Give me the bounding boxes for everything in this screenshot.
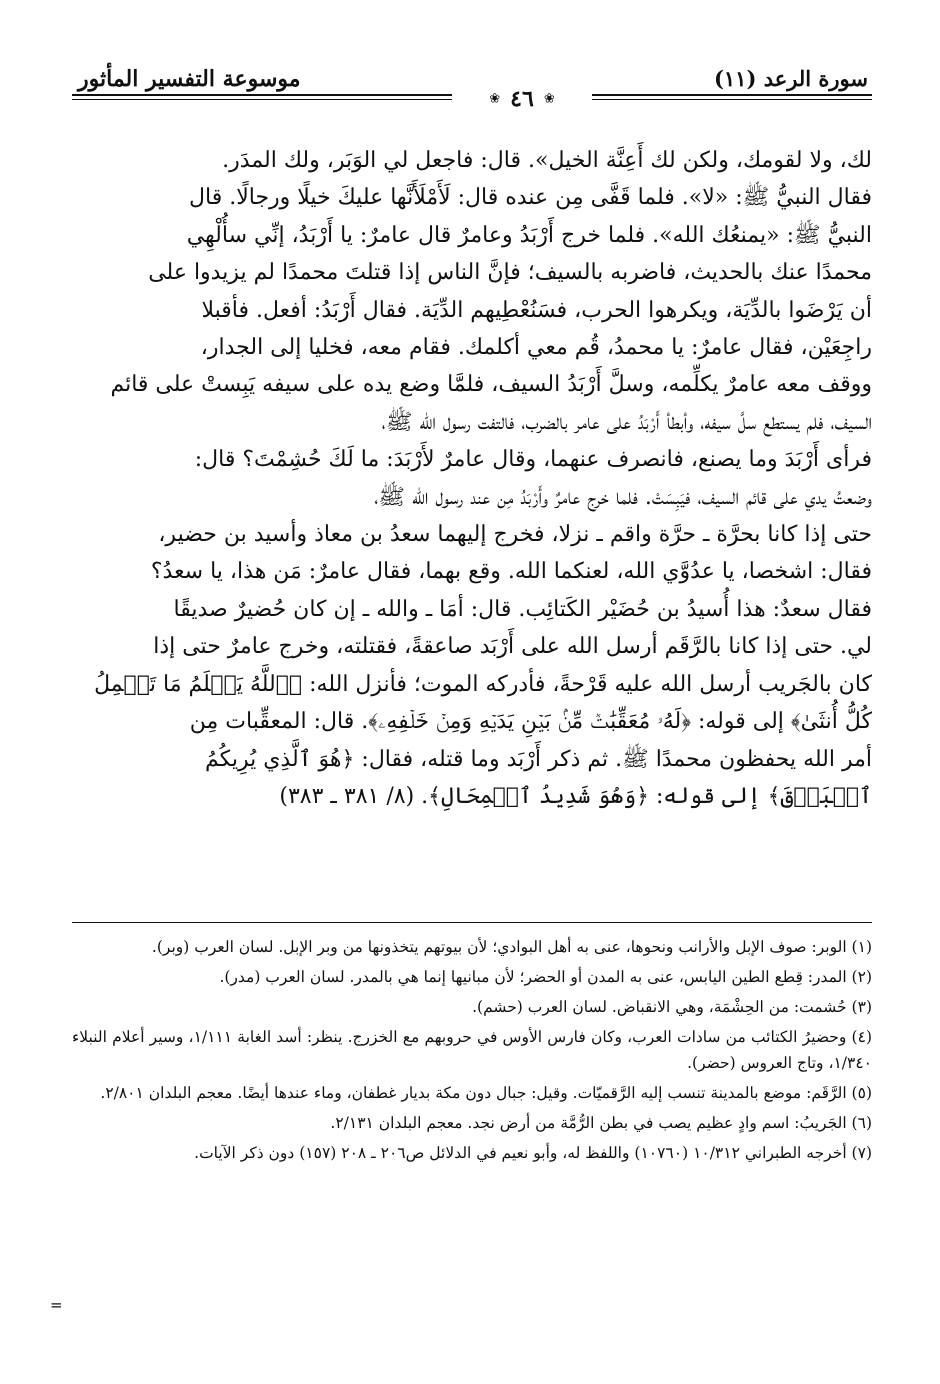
text-line: فقال: اشخصا، يا عدُوَّي الله، لعنكما الله. وقع بهما، فقال عامرٌ: مَن هذا، يا سعدُ؟ [150,559,872,585]
text-line: محمدًا عنك بالحديث، فاضربه بالسيف؛ فإنَّ الناس إذا قتلتَ محمدًا لم يزيدوا على [148,260,872,286]
text-line: راجِعَيْن، فقال عامرٌ: يا محمدُ، قُم معي أكلمك. فقام معه، فخليا إلى الجدار، [200,335,872,361]
footnote-2: (٢) المدر: قِطع الطين اليابس، عنى به المدن أو الحضر؛ لأن مبانيها إنما هي بالمدر. لسان العرب (مدر). [219,968,872,986]
book-title: موسوعة التفسير المأثور [78,66,301,92]
surah-title: سورة الرعد (١١) [713,66,868,91]
text-line: لي. حتى إذا كانا بالرَّقَم أرسل الله على أَرْبَد صاعقةً، فقتلته، وخرج عامرٌ حتى إذا [153,634,872,660]
continuation-mark: = [50,1296,63,1314]
text-line: السيف، فلم يستطع سلَّ سيفه، وأبطأ أَرْبَدُ على عامر بالضرب، فالتفت رسول الله ﷺ، [381,409,872,435]
text-line: أن يَرْضَوا بالدِّيَة، ويكرهوا الحرب، فسَنُعْطِيهم الدِّيَة. فقال أَرْبَدُ: أفعل. فأقبلا [201,297,872,323]
text-line: فرأى أَرْبَدَ وما يصنع، فانصرف عنهما، وقال عامرٌ لأَرْبَدَ: ما لَكَ حُشِمْتَ؟ قال: [194,447,872,473]
footnote-6: (٦) الجَريبُ: اسم وادٍ عظيم يصب في بطن الرُّمَّة من أرض نجد. معجم البلدان ٢/١٣١. [330,1114,872,1132]
text-line: النبيُّ ﷺ: «يمنعُك الله». فلما خرج أَرْبَدُ وعامرٌ قال عامرٌ: يا أَرْبَدُ، إنِّي سأُلْهِي [186,222,872,248]
text-line: ٱلۡبَرۡقَ﴾ إلى قوله: ﴿وَهُوَ شَدِيدُ ٱلۡمِحَالِ﴾. (٨/ ٣٨١ ـ ٣٨٣) [279,783,872,809]
footnote-3: (٣) حُشمت: من الحِشْمَة، وهي الانقباض. لسان العرب (حشم). [472,998,872,1016]
footnote-4: (٤) وحضيرُ الكتائب من سادات العرب، وكان فارس الأوس في حروبهم مع الخزرج. ينظر: أسد الغابة ١/١١١، وسير أعلام النبلاء ١/٣٤٠، وتاج العروس (حضر). [72,1028,872,1072]
page-number-box [452,86,592,114]
text-line: فقال سعدٌ: هذا أُسيدُ بن حُضَيْر الكَتائِب. قال: أمَا ـ والله ـ إن كان حُضيرٌ صديقًا [173,596,872,622]
text-line: فقال النبيُّ ﷺ: «لا». فلما قَفَّى مِن عنده قال: لَأَمْلَأَنَّها عليكَ خيلًا ورجالًا. قال [189,185,872,211]
text-line: أمر الله يحفظون محمدًا ﷺ. ثم ذكر أَرْبَد وما قتله، فقال: ﴿هُوَ ٱلَّذِي يُرِيكُمُ [205,746,872,772]
text-line: ووقف معه عامرٌ يكلِّمه، وسلَّ أَرْبَدُ السيف، فلمَّا وضع يده على سيفه يَبِستْ على قائم [110,372,872,398]
footnote-1: (١) الوبر: صوف الإبل والأرانب ونحوها، عنى به أهل البوادي؛ لأن بيوتهم يتخذونها من وبر الإبل. لسان العرب (وبر). [151,938,872,956]
footnote-7: (٧) أخرجه الطبراني ١٠/٣١٢ (١٠٧٦٠) واللفظ له، وأبو نعيم في الدلائل ص٢٠٦ ـ ٢٠٨ (١٥٧) دون ذكر الآيات. [194,1144,872,1162]
text-line: كان بالجَريب أرسل الله عليه قَرْحةً، فأدركه الموت؛ فأنزل الله: ﴿ٱللَّهُ يَعۡلَمُ مَا تَحۡمِلُ [94,671,872,697]
text-line: وضعتُ يدي على قائم السيف، فيَبِسَتْ. فلما خرج عامرٌ وأَرْبَدُ مِن عند رسول الله ﷺ، [374,484,872,510]
main-text [72,142,872,902]
text-line: حتى إذا كانا بحرَّة ـ حرَّة واقم ـ نزلا، فخرج إليهما سعدُ بن معاذ وأسيد بن حضير، [158,522,872,548]
page-header [72,62,872,110]
ornament-icon: ❀ [543,91,555,107]
text-line: كُلُّ أُنثَىٰ﴾ إلى قوله: ﴿لَهُۥ مُعَقِّبَٰتٞ مِّنۢ بَيۡنِ يَدَيۡهِ وَمِنۡ خَلۡفِهِۦ﴾. قال: المعقِّبات مِن [189,709,872,735]
footnote-separator [72,922,872,923]
footnote-5: (٥) الرَّقَم: موضع بالمدينة تنسب إليه الرَّقميّات. وقيل: جبال دون مكة بديار غطفان، وماء عندها أيضًا. معجم البلدان ٢/٨٠١. [100,1084,872,1102]
page-number: ٤٦ [510,86,534,112]
footnotes [72,934,872,1324]
ornament-icon: ❀ [489,91,501,107]
text-line: لك، ولا لقومك، ولكن لك أَعِنَّة الخيل». قال: فاجعل لي الوَبَر، ولك المدَر. [222,148,872,173]
